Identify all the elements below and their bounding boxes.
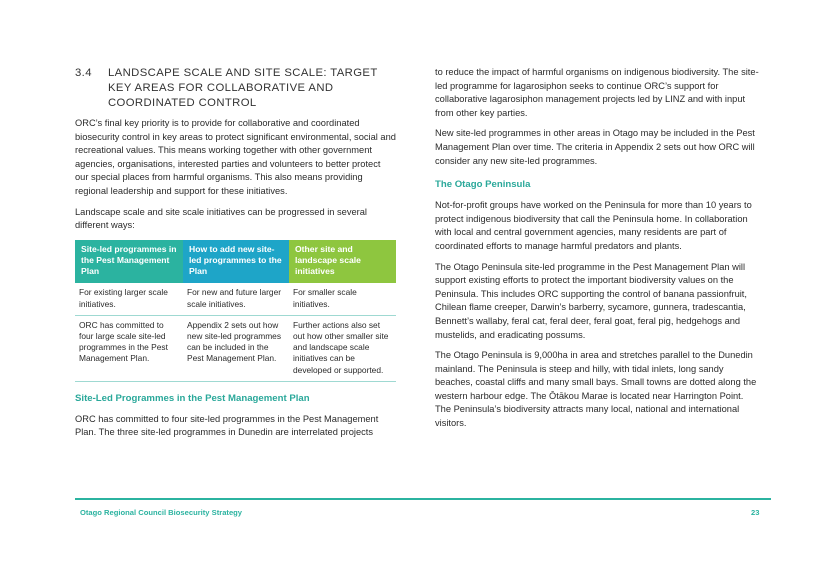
ways-paragraph: Landscape scale and site scale initiatives can be progressed in several different ways:	[75, 206, 367, 231]
table-header-cell: Other site and landscape scale initiatives	[289, 240, 396, 284]
footer-title: Otago Regional Council Biosecurity Strategy	[80, 508, 243, 517]
new-programmes-paragraph: New site-led programmes in other areas in Otago may be included in the Pest Management Plan over time. The criteria in Appendix 2 sets out how ORC will consider any new site-led programmes.	[435, 128, 755, 166]
peninsula-geography-paragraph: The Otago Peninsula is 9,000ha in area and stretches parallel to the Dunedin mainland. The Peninsula is steep and hilly, with tidal inlets, long sandy beaches, coastal cliffs and many small bays. Small towns are dotted along the western harbour edge. The Ōtākou Marae is located near Harrington Point. The Peninsula’s biodiversity attracts many local, national and international visitors.	[435, 350, 757, 429]
table-cell: For existing larger scale initiatives.	[75, 283, 183, 315]
peninsula-programme-paragraph: The Otago Peninsula site-led programme in the Pest Management Plan will support existing efforts to protect the important biodiversity values on the Peninsula. This includes ORC supporting the control of banana passionfruit, Chilean flame creeper, Darwin’s barberry, sycamore, gunnera, tradescantia, Bennett’s wallaby, feral cat, feral deer, feral goat, feral pig, hedgehogs and mustelids, and eradicating possums.	[435, 261, 747, 340]
section-heading	[75, 66, 396, 111]
table-header-cell: Site-led programmes in the Pest Management Plan	[75, 240, 183, 284]
footer-divider	[75, 498, 771, 500]
table-header-cell: How to add new site-led programmes to the Plan	[183, 240, 289, 284]
table-cell: For new and future larger scale initiatives.	[183, 283, 289, 315]
table-cell: Appendix 2 sets out how new site-led programmes can be included in the Pest Management Plan.	[183, 315, 289, 381]
continued-paragraph: to reduce the impact of harmful organisms on indigenous biodiversity. The site-led programme for lagarosiphon seeks to continue ORC’s support for collaborative lagarosiphon management projects led by LINZ and with input from other key parties.	[435, 67, 759, 118]
intro-paragraph: ORC’s final key priority is to provide for collaborative and coordinated biosecurity control in key areas to protect significant environmental, social and recreational values. This means working together with other government agencies, organisations, interested parties and volunteers to better protect our special places from harmful organisms. This also means providing regional leadership and support for these initiatives.	[75, 118, 396, 196]
table-row	[75, 283, 396, 315]
otago-peninsula-subheading: The Otago Peninsula	[435, 179, 531, 191]
table-cell: ORC has committed to four large scale site-led programmes in the Pest Management Plan.	[75, 315, 183, 381]
page-number: 23	[751, 508, 760, 517]
section-title: LANDSCAPE SCALE AND SITE SCALE: TARGET KEY AREAS FOR COLLABORATIVE AND COORDINATED CONTROL	[108, 67, 378, 109]
initiatives-table	[75, 240, 396, 382]
right-column	[435, 66, 761, 438]
table-header-row	[75, 240, 396, 284]
table-row	[75, 315, 396, 381]
site-led-subheading: Site-Led Programmes in the Pest Management Plan	[75, 392, 310, 404]
site-led-paragraph: ORC has committed to four site-led programmes in the Pest Management Plan. The three site-led programmes in Dunedin are interrelated projects	[75, 413, 379, 438]
table-cell: For smaller scale initiatives.	[289, 283, 396, 315]
table-cell: Further actions also set out how other smaller site and landscape scale initiatives can be developed or supported.	[289, 315, 396, 381]
left-column	[75, 66, 396, 447]
peninsula-groups-paragraph: Not-for-profit groups have worked on the Peninsula for more than 10 years to protect indigenous biodiversity that call the Peninsula home. In collaboration with local and central government agencies, many residents are part of coordinated efforts to manage harmful predators and plants.	[435, 200, 752, 251]
section-number: 3.4	[75, 67, 92, 79]
